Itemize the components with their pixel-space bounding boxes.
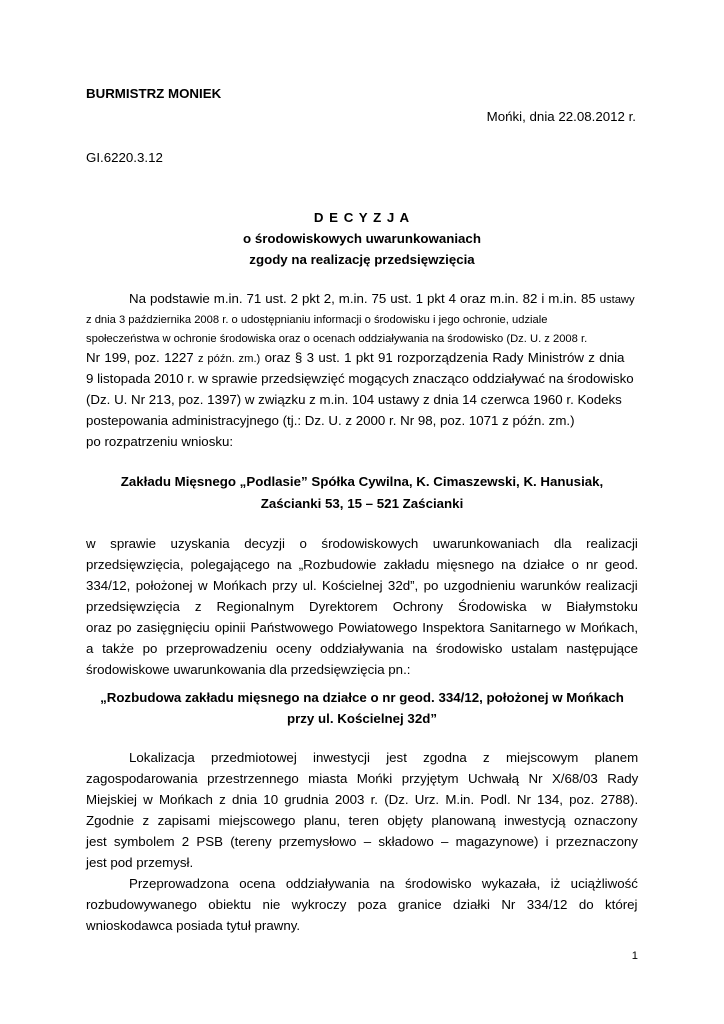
basis-line-1-tail: ustawy: [599, 294, 635, 306]
location-line-1: Lokalizacja przedmiotowej inwestycji jest zgodna z miejscowym planem: [129, 750, 639, 765]
assessment-line-3: wnioskodawca posiada tytuł prawny.: [86, 918, 301, 933]
basis-line-2: z dnia 3 października 2008 r. o udostępnianiu informacji o środowisku i jego ochronie, udziale: [86, 314, 548, 326]
basis-line-6: (Dz. U. Nr 213, poz. 1397) w związku z m.in. 104 ustawy z dnia 14 czerwca 1960 r. Kodeks: [86, 392, 622, 407]
applicant-address: Zaścianki 53, 15 – 521 Zaścianki: [260, 496, 464, 511]
matter-line-7: środowiskowe uwarunkowania dla przedsięwzięcia pn.:: [86, 662, 411, 677]
place-and-date: Mońki, dnia 22.08.2012 r.: [486, 109, 636, 124]
assessment-line-1: Przeprowadzona ocena oddziaływania na środowisko wykazała, iż uciążliwość: [129, 876, 638, 891]
matter-line-4: przedsięwzięcia z Regionalnym Dyrektorem Ochrony Środowiska w Białymstoku: [86, 599, 638, 614]
basis-line-4: [86, 350, 624, 365]
basis-line-5: 9 listopada 2010 r. w sprawie przedsięwzięć mogących znacząco oddziaływać na środowisko: [86, 371, 634, 386]
decision-subtitle-1: o środowiskowych uwarunkowaniach: [243, 231, 481, 246]
matter-line-1: w sprawie uzyskania decyzji o środowiskowych uwarunkowaniach dla realizacji: [86, 536, 638, 551]
matter-line-5: oraz po zasięgnięciu opinii Państwowego Powiatowego Inspektora Sanitarnego w Mońkach,: [86, 620, 639, 635]
issuing-authority: BURMISTRZ MONIEK: [86, 86, 222, 101]
applicant-name: Zakładu Mięsnego „Podlasie” Spółka Cywilna, K. Cimaszewski, K. Hanusiak,: [120, 474, 604, 489]
location-line-6: jest pod przemysł.: [86, 855, 194, 870]
location-line-3: Miejskiej w Mońkach z dnia 10 grudnia 2003 r. (Dz. Urz. M.in. Podl. Nr 134, poz. 2788).: [86, 792, 639, 807]
basis-line-1-text: Na podstawie m.in. 71 ust. 2 pkt 2, m.in. 75 ust. 1 pkt 4 oraz m.in. 82 i m.in. 85: [129, 291, 596, 306]
basis-line-4-c: oraz § 3 ust. 1 pkt 91 rozporządzenia Rady Ministrów z dnia: [264, 350, 625, 365]
basis-line-8: po rozpatrzeniu wniosku:: [86, 434, 234, 449]
basis-line-4-b: z późn. zm.): [198, 353, 261, 365]
location-line-2: zagospodarowania przestrzennego miasta Mońki przyjętym Uchwałą Nr X/68/03 Rady: [86, 771, 639, 786]
project-title-line-2: przy ul. Kościelnej 32d”: [286, 711, 437, 726]
location-line-4: Zgodnie z zapisami miejscowego planu, teren objęty planowaną inwestycją oznaczony: [86, 813, 638, 828]
location-line-5: jest symbolem 2 PSB (tereny przemysłowo – składowo – magazynowe) i przeznaczony: [86, 834, 638, 849]
basis-line-3: społeczeństwa w ochronie środowiska oraz o ocenach oddziaływania na środowisko (Dz. U. z 2008 r.: [86, 333, 588, 345]
assessment-line-2: rozbudowywanego obiektu nie wykroczy poza granice działki Nr 334/12 do której: [86, 897, 638, 912]
decision-title: D E C Y Z J A: [313, 210, 411, 225]
matter-line-2: przedsięwzięcia, polegającego na „Rozbudowie zakładu mięsnego na działce o nr geod.: [86, 557, 639, 572]
matter-line-3: 334/12, położonej w Mońkach przy ul. Kościelnej 32d”, po uzgodnieniu warunków realizacji: [86, 578, 638, 593]
page-number: 1: [631, 950, 638, 962]
decision-subtitle-2: zgody na realizację przedsięwzięcia: [249, 252, 475, 267]
basis-line-4-a: Nr 199, poz. 1227: [86, 350, 194, 365]
reference-number: GI.6220.3.12: [86, 150, 163, 165]
matter-line-6: a także po przeprowadzeniu oceny oddziaływania na środowisko ustalam następujące: [86, 641, 639, 656]
basis-line-1: [129, 291, 635, 306]
project-title-line-1: „Rozbudowa zakładu mięsnego na działce o nr geod. 334/12, położonej w Mońkach: [100, 690, 624, 705]
basis-line-7: postepowania administracyjnego (tj.: Dz. U. z 2000 r. Nr 98, poz. 1071 z późn. zm.): [86, 413, 575, 428]
